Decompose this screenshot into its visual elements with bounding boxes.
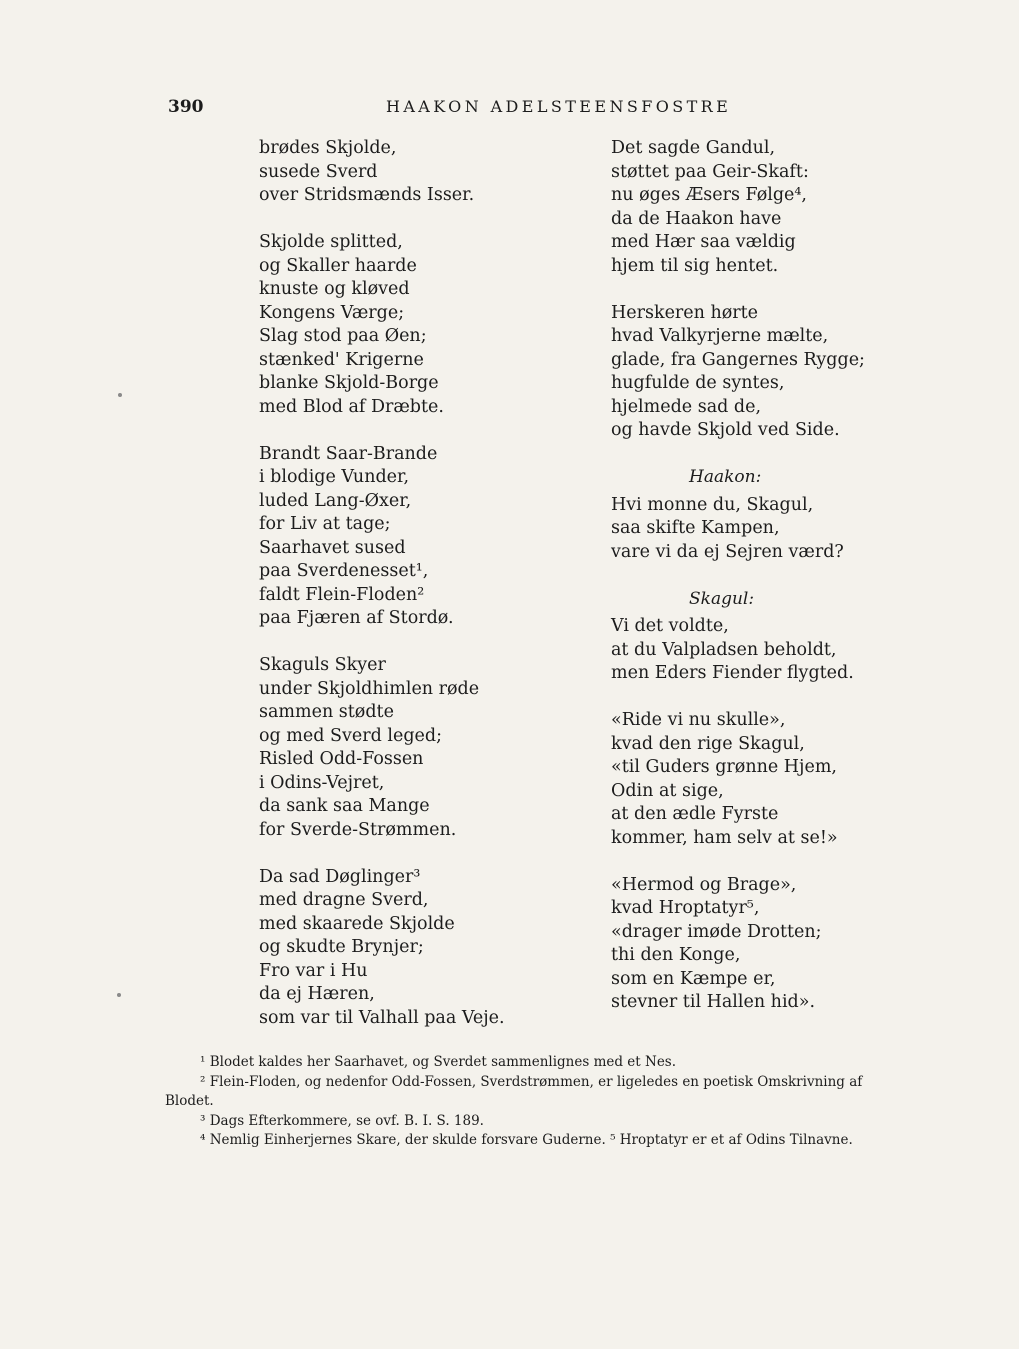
verse-line: da ej Hæren,: [259, 984, 375, 1004]
verse-line: brødes Skjolde,: [259, 138, 397, 158]
verse-line: Brandt Saar-Brande: [259, 443, 438, 464]
verse-line: luded Lang-Øxer,: [259, 490, 412, 511]
verse-line: hjelmede sad de,: [611, 396, 762, 417]
left-stanza-1: [259, 137, 559, 208]
verse-line: med skaarede Skjolde: [259, 913, 455, 934]
left-stanza-4: [259, 654, 559, 842]
verse-line: at den ædle Fyrste: [611, 804, 779, 824]
verse-line: Vi det voldte,: [611, 616, 729, 636]
verse-line: i blodige Vunder,: [259, 467, 410, 487]
verse-line: «Hermod og Brage»,: [611, 874, 797, 895]
footnote-2-continuation: Blodet.: [165, 1093, 214, 1109]
right-stanza-1: [611, 137, 981, 278]
verse-line: at du Valpladsen beholdt,: [611, 639, 837, 660]
verse-line: Skjolde splitted,: [259, 232, 403, 252]
right-stanza-4: [611, 615, 981, 686]
verse-line: glade, fra Gangernes Rygge;: [611, 349, 865, 370]
running-title: HAAKON ADELSTEENSFOSTRE: [386, 97, 732, 116]
verse-line: Risled Odd-Fossen: [259, 749, 424, 769]
verse-line: paa Fjæren af Stordø.: [259, 608, 454, 628]
verse-line: stænked' Krigerne: [259, 349, 424, 370]
verse-line: Da sad Døglinger³: [259, 866, 421, 887]
verse-line: «Ride vi nu skulle»,: [611, 710, 786, 730]
right-stanza-3: [611, 494, 981, 565]
verse-line: «til Guders grønne Hjem,: [611, 757, 837, 777]
verse-line: Skaguls Skyer: [259, 655, 386, 675]
footnote-4-5: ⁴ Nemlig Einherjernes Skare, der skulde forsvare Guderne. ⁵ Hroptatyr er et af Odins Tilnavne.: [200, 1132, 853, 1148]
verse-line: sammen stødte: [259, 702, 394, 722]
verse-line: «drager imøde Drotten;: [611, 921, 822, 942]
verse-line: hugfulde de syntes,: [611, 373, 785, 393]
verse-line: saa skifte Kampen,: [611, 518, 780, 538]
verse-line: som var til Valhall paa Veje.: [259, 1007, 505, 1028]
verse-line: kommer, ham selv at se!»: [611, 827, 838, 848]
footnotes: [165, 1053, 965, 1151]
verse-line: da sank saa Mange: [259, 796, 430, 816]
speck-mark: [118, 393, 122, 397]
right-column: [611, 137, 981, 1038]
verse-line: med Blod af Dræbte.: [259, 396, 444, 417]
verse-line: med dragne Sverd,: [259, 890, 429, 910]
footnote-2: ² Flein-Floden, og nedenfor Odd-Fossen, Sverdstrømmen, er ligeledes en poetisk Omskrivning af: [200, 1073, 863, 1090]
verse-line: da de Haakon have: [611, 208, 782, 229]
verse-line: som en Kæmpe er,: [611, 968, 776, 989]
verse-line: Saarhavet sused: [259, 537, 406, 558]
speck-mark: [117, 993, 121, 997]
verse-line: for Liv at tage;: [259, 514, 391, 534]
right-stanza-2: [611, 302, 981, 443]
left-column: [259, 137, 559, 1054]
verse-line: vare vi da ej Sejren værd?: [611, 541, 844, 562]
verse-line: paa Sverdenesset¹,: [259, 561, 429, 581]
verse-line: og med Sverd leged;: [259, 725, 442, 746]
speaker-haakon: Haakon:: [689, 467, 762, 487]
verse-line: susede Sverd: [259, 161, 378, 182]
verse-line: kvad Hroptatyr⁵,: [611, 898, 760, 918]
verse-line: Hvi monne du, Skagul,: [611, 494, 814, 515]
verse-line: Herskeren hørte: [611, 302, 759, 323]
verse-line: hjem til sig hentet.: [611, 255, 779, 276]
verse-line: men Eders Fiender flygted.: [611, 663, 854, 683]
right-stanza-5: [611, 709, 981, 850]
verse-line: og skudte Brynjer;: [259, 937, 424, 957]
verse-line: hvad Valkyrjerne mælte,: [611, 326, 829, 346]
speaker-skagul: Skagul:: [689, 588, 755, 609]
left-stanza-3: [259, 443, 559, 631]
left-stanza-5: [259, 866, 559, 1031]
verse-line: Odin at sige,: [611, 780, 724, 801]
verse-line: og Skaller haarde: [259, 255, 417, 276]
verse-line: thi den Konge,: [611, 945, 741, 965]
page-header: [168, 97, 968, 123]
verse-line: knuste og kløved: [259, 279, 410, 299]
verse-line: under Skjoldhimlen røde: [259, 678, 480, 699]
verse-line: Fro var i Hu: [259, 960, 368, 981]
footnote-3: ³ Dags Efterkommere, se ovf. B. I. S. 189.: [200, 1112, 484, 1129]
verse-line: stevner til Hallen hid».: [611, 992, 816, 1012]
verse-line: og havde Skjold ved Side.: [611, 420, 840, 440]
verse-line: Det sagde Gandul,: [611, 138, 776, 158]
verse-line: Kongens Værge;: [259, 302, 405, 323]
footnote-1: ¹ Blodet kaldes her Saarhavet, og Sverdet sammenlignes med et Nes.: [200, 1054, 677, 1070]
verse-line: blanke Skjold-Borge: [259, 373, 439, 393]
verse-line: nu øges Æsers Følge⁴,: [611, 185, 807, 205]
page-number: 390: [168, 97, 204, 117]
verse-line: faldt Flein-Floden²: [259, 584, 425, 605]
verse-line: for Sverde-Strømmen.: [259, 819, 457, 840]
verse-line: over Stridsmænds Isser.: [259, 185, 475, 205]
verse-line: med Hær saa vældig: [611, 232, 796, 252]
verse-line: i Odins-Vejret,: [259, 772, 385, 793]
verse-line: Slag stod paa Øen;: [259, 326, 427, 346]
right-stanza-6: [611, 874, 981, 1015]
verse-line: kvad den rige Skagul,: [611, 733, 805, 754]
left-stanza-2: [259, 231, 559, 419]
verse-line: støttet paa Geir-Skaft:: [611, 161, 809, 182]
